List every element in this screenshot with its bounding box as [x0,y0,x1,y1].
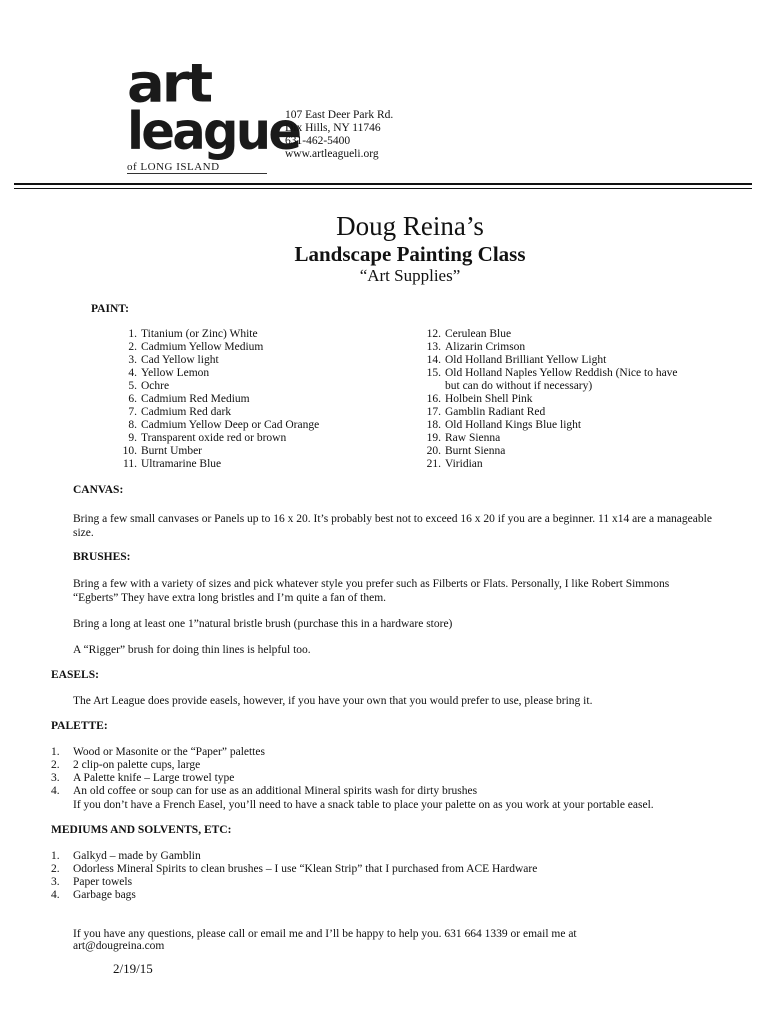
paint-item [421,432,678,445]
paint-item-number: 1. [128,328,137,340]
paint-item [117,458,319,471]
easels-heading: EASELS: [51,669,99,681]
mediums-item [51,889,537,902]
paint-heading: PAINT: [91,303,129,315]
paint-list-left [117,328,319,471]
mediums-heading: MEDIUMS AND SOLVENTS, ETC: [51,824,232,836]
palette-list [51,746,477,798]
mediums-item-number: 4. [51,889,60,901]
brushes-heading: BRUSHES: [73,551,131,563]
paint-item-label: Old Holland Naples Yellow Reddish (Nice to have [445,367,678,379]
palette-item-label: A Palette knife – Large trowel type [73,772,235,784]
paint-item-label: Viridian [445,458,483,470]
paint-item [421,367,678,393]
palette-item [51,746,477,759]
paint-item-number: 19. [426,432,441,444]
mediums-item-label: Paper towels [73,876,133,888]
palette-item-number: 4. [51,785,60,797]
paint-item-label: Raw Sienna [445,432,501,444]
logo-subtitle: of LONG ISLAND [127,161,220,173]
header-rule-thin [14,188,752,189]
paint-item-label: Cadmium Red Medium [141,393,250,405]
paint-item [421,393,678,406]
paint-item-label: Gamblin Radiant Red [445,406,546,418]
mediums-item [51,876,537,889]
paint-item-number: 3. [128,354,137,366]
paint-item [117,393,319,406]
paint-item-label: Titanium (or Zinc) White [141,328,258,340]
canvas-text: Bring a few small canvases or Panels up to 16 x 20. It’s probably best not to exceed 16 x 20 if you are a beginner. 11 x14 are a manageable size. [73,513,712,539]
paint-item-label: Cadmium Red dark [141,406,232,418]
paint-item-label-continued: but can do without if necessary) [445,380,593,392]
document-date: 2/19/15 [113,961,153,976]
paint-item-number: 8. [128,419,137,431]
paint-item-number: 2. [128,341,137,353]
paint-item [117,328,319,341]
paint-item-label: Cadmium Yellow Deep or Cad Orange [141,419,320,431]
paint-item-label: Alizarin Crimson [445,341,526,353]
document-subtitle: “Art Supplies” [359,266,461,285]
paint-item-label: Ochre [141,380,170,392]
address-phone: 631-462-5400 [285,135,351,147]
paint-list-right [421,328,678,471]
brushes-text-2: Bring a long at least one 1”natural bristle brush (purchase this in a hardware store) [73,618,453,630]
brushes-text-3: A “Rigger” brush for doing thin lines is helpful too. [73,644,311,656]
palette-item-number: 1. [51,746,60,758]
palette-heading: PALETTE: [51,720,108,732]
mediums-item [51,850,537,863]
paint-item-label: Ultramarine Blue [141,458,222,470]
brushes-text-1: Bring a few with a variety of sizes and pick whatever style you prefer such as Filberts or Flats. Personally, I like Robert Simmons “Egberts” They have extra long bristles and I’m quite a fan of them. [73,578,670,604]
paint-item-number: 15. [426,367,441,379]
paint-item-number: 21. [426,458,441,470]
easels-text: The Art League does provide easels, however, if you have your own that you would prefer to use, please bring it. [73,695,593,707]
mediums-list [51,850,537,902]
paint-item-number: 4. [128,367,137,379]
paint-item [117,354,319,367]
paint-item-number: 20. [426,445,441,457]
paint-item-number: 12. [426,328,441,340]
paint-item-number: 18. [426,419,441,431]
paint-item-label: Cadmium Yellow Medium [141,341,264,353]
address-block [285,109,393,161]
paint-item [421,354,678,367]
mediums-item [51,863,537,876]
paint-item-label: Burnt Umber [141,445,203,457]
instructor-name: Doug Reina’s [336,211,484,241]
paint-item-number: 14. [426,354,441,366]
logo-word-art: art [127,53,211,115]
paint-item [421,419,678,432]
contact-text: If you have any questions, please call or email me and I’ll be happy to help you. 631 664 1339 or email me at art@dougreina.com [73,928,577,952]
palette-note: If you don’t have a French Easel, you’ll need to have a snack table to place your palette on as you work at your portable easel. [73,799,654,811]
paint-item [117,341,319,354]
paint-item [117,380,319,393]
paint-item-label: Yellow Lemon [141,367,210,379]
mediums-item-number: 3. [51,876,60,888]
paint-item-label: Burnt Sienna [445,445,506,457]
mediums-item-number: 2. [51,863,60,875]
paint-item-number: 5. [128,380,137,392]
art-league-logo [113,48,300,178]
class-title: Landscape Painting Class [294,242,526,266]
paint-item-number: 6. [128,393,137,405]
paint-item-number: 9. [128,432,137,444]
logo-underline [127,173,267,174]
palette-item-number: 2. [51,759,60,771]
paint-item [117,445,319,458]
mediums-item-number: 1. [51,850,60,862]
mediums-item-label: Odorless Mineral Spirits to clean brushes – I use “Klean Strip” that I purchased from ACE Hardware [73,863,538,875]
paint-item [421,328,678,341]
paint-item-number: 7. [128,406,137,418]
paint-item-number: 10. [122,445,137,457]
paint-item [117,406,319,419]
logo-word-league: league [127,101,300,162]
canvas-heading: CANVAS: [73,484,124,496]
paint-item [421,406,678,419]
mediums-item-label: Galkyd – made by Gamblin [73,850,201,862]
paint-item-label: Old Holland Kings Blue light [445,419,582,431]
paint-item [421,458,678,471]
paint-item-label: Cerulean Blue [445,328,512,340]
palette-item-number: 3. [51,772,60,784]
address-street: 107 East Deer Park Rd. [285,109,394,121]
paint-item [117,419,319,432]
palette-item [51,772,477,785]
paint-item [117,367,319,380]
address-website: www.artleagueli.org [285,148,379,160]
header-rule-thick [14,183,752,185]
paint-item-label: Holbein Shell Pink [445,393,533,405]
address-city: Dix Hills, NY 11746 [285,122,381,134]
palette-item-label: Wood or Masonite or the “Paper” palettes [73,746,265,758]
mediums-item-label: Garbage bags [73,889,136,901]
paint-item [421,445,678,458]
paint-item-label: Cad Yellow light [141,354,219,366]
paint-item-number: 11. [123,458,137,470]
paint-item [117,432,319,445]
paint-item-number: 16. [426,393,441,405]
palette-item-label: 2 clip-on palette cups, large [73,759,201,771]
paint-item-label: Old Holland Brilliant Yellow Light [445,354,607,366]
paint-item-number: 17. [426,406,441,418]
palette-item [51,759,477,772]
palette-item [51,785,477,798]
paint-item-number: 13. [426,341,441,353]
paint-item-label: Transparent oxide red or brown [141,432,287,444]
paint-item [421,341,678,354]
palette-item-label: An old coffee or soup can for use as an additional Mineral spirits wash for dirty brushes [73,785,478,797]
